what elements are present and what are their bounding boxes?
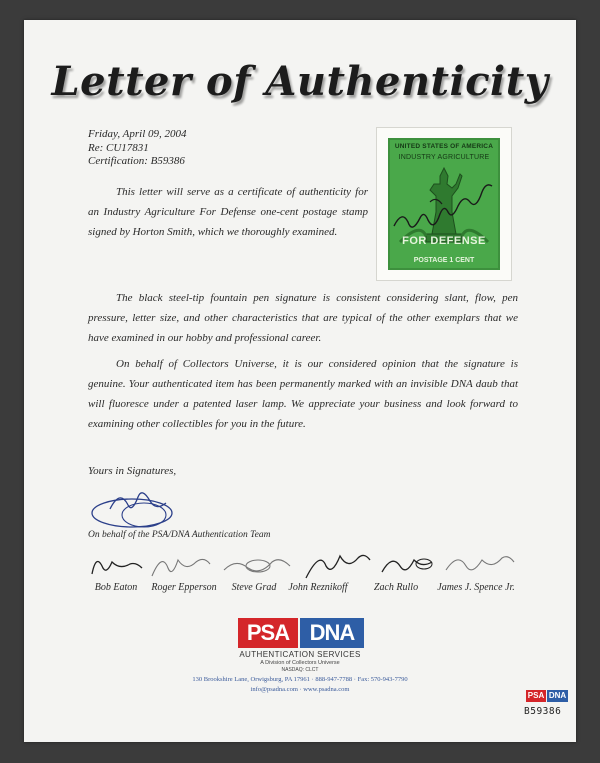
- letter-header: [88, 128, 187, 169]
- stamp-autograph: [390, 140, 498, 268]
- division-line: A Division of Collectors Universe: [260, 660, 340, 666]
- certification-number: Certification: B59386: [88, 155, 185, 167]
- signer-name: James J. Spence Jr.: [437, 582, 515, 593]
- letter-date: Friday, April 09, 2004: [88, 128, 187, 140]
- signer-name: Steve Grad: [231, 582, 277, 593]
- mini-logo-dna: DNA: [548, 691, 567, 700]
- mini-logo-psa: PSA: [527, 691, 545, 700]
- paragraph-opinion: On behalf of Collectors Universe, it is our considered opinion that the signature is genuine. Your authenticated item has been permanently marked with an invisible DNA daub that will fluoresce under a patented laser lamp. We appreciate your business and look forward to examining other collectibles for you in the future.: [88, 358, 518, 430]
- nasdaq-line: NASDAQ: CLCT: [281, 667, 319, 673]
- signature-row: [24, 548, 576, 608]
- serial-number: B59386: [524, 706, 562, 717]
- signature-zach-rullo: [378, 548, 438, 582]
- signer-name: Zach Rullo: [373, 582, 419, 593]
- paragraph-intro: This letter will serve as a certificate of authenticity for an Industry Agriculture For Defense one-cent postage stamp signed by Horton Smith, which we thoroughly examined.: [88, 186, 368, 238]
- services-line: AUTHENTICATION SERVICES: [239, 650, 361, 659]
- signer-name: John Reznikoff: [288, 582, 348, 593]
- mini-logo-sticker: [526, 690, 568, 702]
- signature-bob-eaton: [86, 548, 146, 582]
- signer-name: Roger Epperson: [151, 582, 217, 593]
- stamp-caption: INDUSTRY AGRICULTURE: [398, 154, 490, 161]
- lead-signature: [80, 483, 190, 533]
- signature-roger-epperson: [148, 548, 214, 582]
- contact-line: info@psadna.com · www.psadna.com: [250, 686, 350, 693]
- stamp-country: UNITED STATES OF AMERICA: [394, 143, 494, 150]
- team-line: On behalf of the PSA/DNA Authentication Team: [88, 530, 271, 540]
- stamp-defense: FOR DEFENSE: [402, 235, 486, 247]
- postage-stamp: [388, 138, 500, 270]
- letter-page: [24, 20, 576, 742]
- reference-number: Re: CU17831: [88, 141, 149, 154]
- address-line: 130 Brookshire Lane, Orwigsburg, PA 17961 · 888-947-7788 · Fax: 570-943-7790: [192, 676, 408, 683]
- logo-dna: DNA: [300, 618, 364, 648]
- stamp-denomination: POSTAGE 1 CENT: [413, 257, 475, 264]
- signer-name: Bob Eaton: [94, 582, 138, 593]
- page-title: Letter of Authenticity: [51, 58, 549, 105]
- stamp-photo: [376, 127, 512, 281]
- signature-john-reznikoff: [302, 548, 374, 582]
- paragraph-analysis: The black steel-tip fountain pen signature is consistent considering slant, flow, pen pressure, letter size, and other characteristics that are typical of the other exemplars that we have examined in our hobby and professional career.: [88, 292, 518, 344]
- logo-psa: PSA: [238, 618, 298, 648]
- closing-line: Yours in Signatures,: [88, 465, 177, 477]
- signature-steve-grad: [220, 548, 294, 582]
- signature-james-spence: [442, 548, 516, 582]
- psa-dna-logo: [238, 618, 364, 648]
